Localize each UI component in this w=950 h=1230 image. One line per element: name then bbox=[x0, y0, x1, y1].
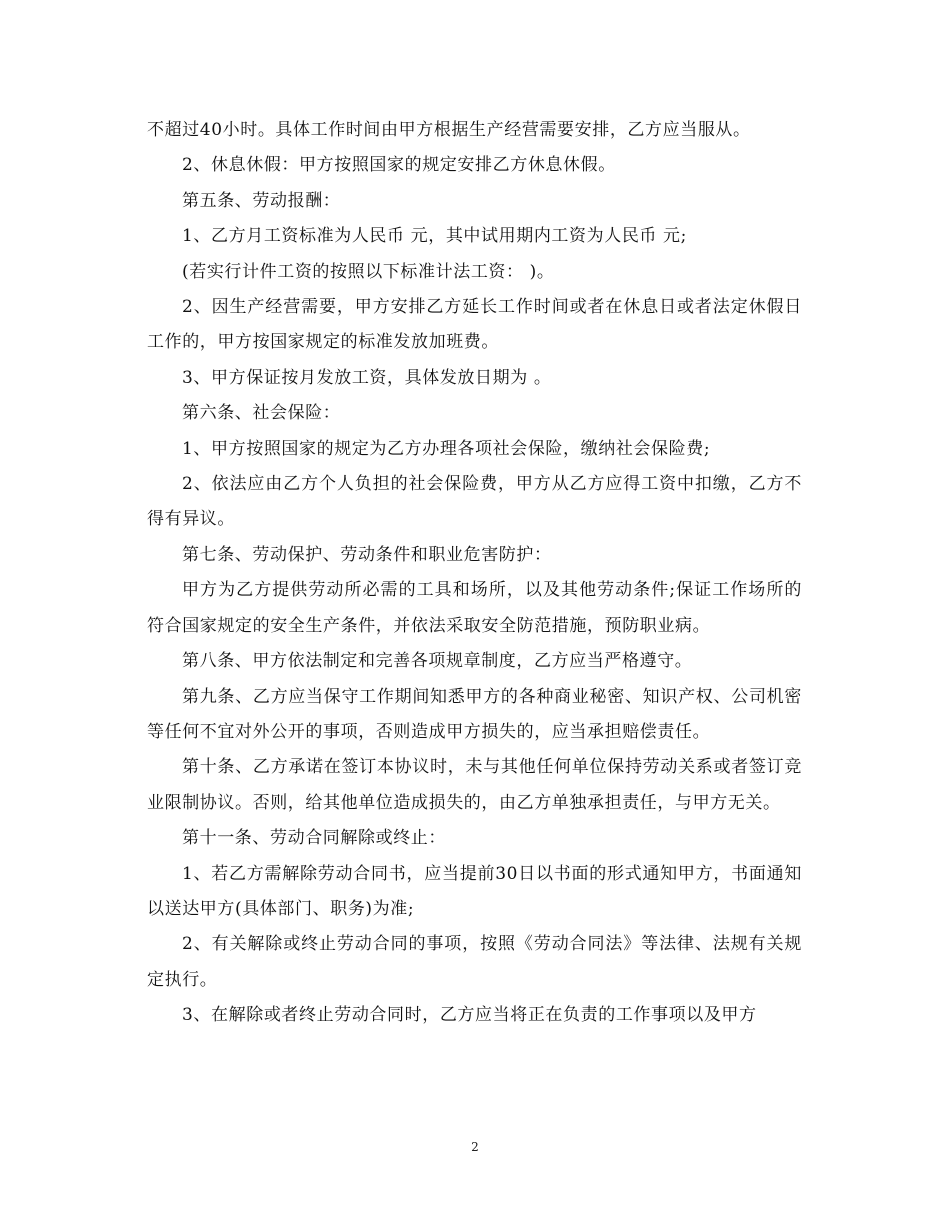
section-heading: 第五条、劳动报酬： bbox=[182, 190, 341, 211]
paragraph: 不超过40小时。具体工作时间由甲方根据生产经营需要安排，乙方应当服从。 bbox=[147, 120, 751, 140]
paragraph: 2、休息休假：甲方按照国家的规定安排乙方休息休假。 bbox=[182, 155, 616, 176]
paragraph: 1、乙方月工资标准为人民币 元，其中试用期内工资为人民币 元; bbox=[182, 226, 687, 247]
paragraph: 2、有关解除或终止劳动合同的事项，按照《劳动合同法》等法律、法规有关规定执行。 bbox=[147, 934, 802, 990]
paragraph: 3、甲方保证按月发放工资，具体发放日期为 。 bbox=[182, 367, 552, 388]
paragraph: 1、甲方按照国家的规定为乙方办理各项社会保险，缴纳社会保险费; bbox=[182, 438, 711, 459]
section-heading: 第十一条、劳动合同解除或终止： bbox=[182, 828, 446, 849]
paragraph: 3、在解除或者终止劳动合同时，乙方应当将正在负责的工作事项以及甲方 bbox=[182, 1005, 757, 1026]
paragraph: 2、因生产经营需要，甲方安排乙方延长工作时间或者在休息日或者法定休假日工作的，甲方按国家规定的标准发放加班费。 bbox=[147, 297, 802, 353]
section-heading: 第六条、社会保险： bbox=[182, 403, 341, 424]
section-heading: 第七条、劳动保护、劳动条件和职业危害防护： bbox=[182, 544, 552, 565]
section-heading: 第八条、甲方依法制定和完善各项规章制度，乙方应当严格遵守。 bbox=[182, 651, 693, 672]
paragraph: 1、若乙方需解除劳动合同书，应当提前30日以书面的形式通知甲方，书面通知以送达甲方(具体部门、职务)为准; bbox=[147, 863, 802, 919]
page-number: 2 bbox=[471, 1140, 479, 1154]
paragraph: 甲方为乙方提供劳动所必需的工具和场所，以及其他劳动条件;保证工作场所的符合国家规定的安全生产条件，并依法采取安全防范措施，预防职业病。 bbox=[147, 580, 802, 636]
paragraph: (若实行计件工资的按照以下标准计法工资： )。 bbox=[182, 261, 555, 282]
section-heading: 第九条、乙方应当保守工作期间知悉甲方的各种商业秘密、知识产权、公司机密等任何不宜对外公开的事项，否则造成甲方损失的，应当承担赔偿责任。 bbox=[147, 686, 802, 742]
paragraph: 2、依法应由乙方个人负担的社会保险费，甲方从乙方应得工资中扣缴，乙方不得有异议。 bbox=[147, 474, 802, 530]
section-heading: 第十条、乙方承诺在签订本协议时，未与其他任何单位保持劳动关系或者签订竞业限制协议。否则，给其他单位造成损失的，由乙方单独承担责任，与甲方无关。 bbox=[147, 757, 802, 813]
document-body bbox=[147, 113, 802, 1034]
